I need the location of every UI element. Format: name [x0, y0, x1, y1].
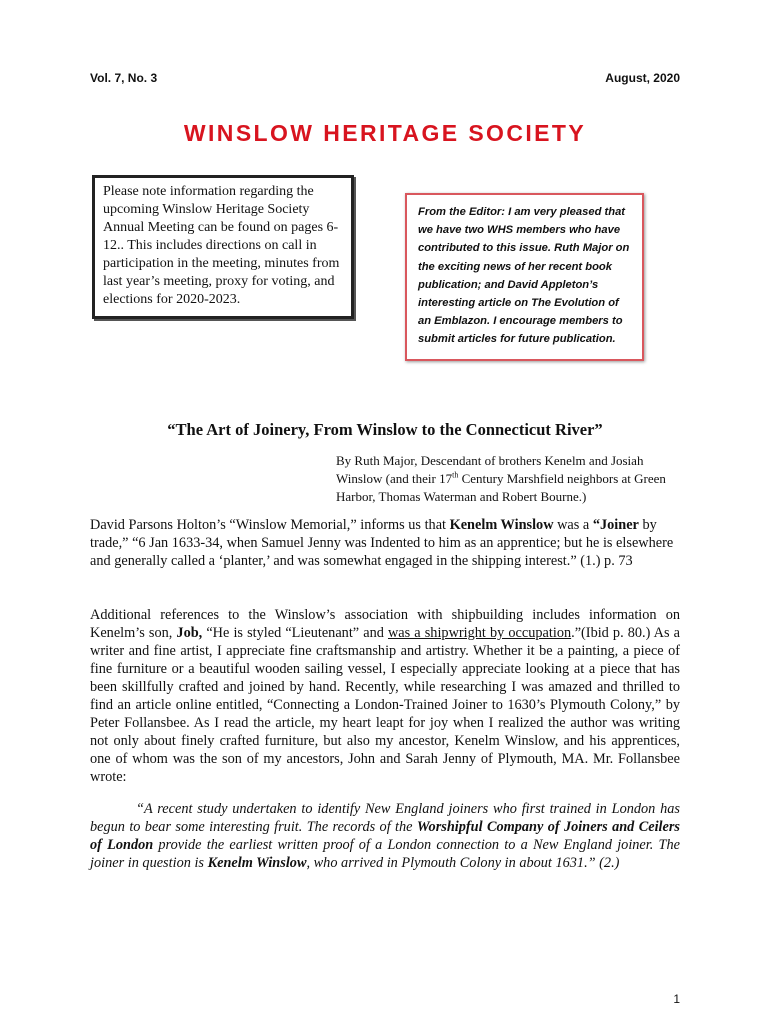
quote-text-c: provide the earliest written proof of a London connection to a New England joiner. The joiner in question is — [90, 837, 680, 871]
meeting-notice-box: Please note information regarding the upcoming Winslow Heritage Society Annual Meeting can be found on pages 6-12.. This includes directions on call in participation in the meeting, minutes from last year’s meeting, proxy for voting, and elections for 2020-2023. — [92, 175, 354, 319]
p2-text-c: “He is styled “Lieutenant” and — [202, 625, 388, 641]
p1-text-a: David Parsons Holton’s “Winslow Memorial,” informs us that — [90, 517, 450, 533]
byline-text-b: Century Marshfield neighbors at Green Harbor, Thomas Waterman and Robert Bourne.) — [336, 471, 666, 504]
editor-note-box: From the Editor: I am very pleased that we have two WHS members who have contributed to this issue. Ruth Major on the exciting news of her recent book publication; and David Appleton’s interesting article on The Evolution of an Emblazon. I encourage members to submit articles for future publication. — [405, 193, 644, 361]
p1-text-c: was a — [553, 517, 593, 533]
paragraph-holton — [90, 516, 680, 570]
article-title: “The Art of Joinery, From Winslow to the Connecticut River” — [167, 420, 603, 439]
byline-superscript: th — [452, 470, 459, 480]
p2-bold-job: Job, — [176, 625, 203, 641]
quote-bold-kenelm: Kenelm Winslow — [207, 855, 307, 871]
page-number: 1 — [673, 992, 680, 1006]
quote-text-a: “A recent study undertaken to identify New England joiners who first trained in London has begun to bear some interesting fruit. The records of the — [90, 801, 680, 835]
follansbee-quote — [90, 800, 680, 872]
paragraph-additional-references — [90, 606, 680, 786]
p2-text-e: .”(Ibid p. 80.) As a writer and fine artist, I appreciate fine craftsmanship and artistry. Whether it be a painting, a piece of fine furniture or a beautiful wooden sailing vessel, I especially appreciate looking at a piece that has been skillfully crafted and joined by hand. Recently, while researching I was amazed and thrilled to find an article online entitled, “Connecting a London-Trained Joiner to 1630’s Plymouth Colony,” by Peter Follansbee. As I read the article, my heart leapt for joy when I realized the author was writing not only about finely crafted furniture, but also my ancestor, Kenelm Winslow, and his apprentices, one of whom was the son of my ancestors, John and Sarah Jenny of Plymouth, MA. Mr. Follansbee wrote: — [90, 625, 681, 785]
p2-underline-shipwright: was a shipwright by occupation — [387, 625, 572, 641]
issue-date: August, 2020 — [605, 71, 680, 85]
p1-text-e: by trade,” “6 Jan 1633-34, when Samuel Jenny was Indented to him as an apprentice; but he is elsewhere and generally called a ‘planter,’ and was somewhat engaged in the shipping interest.” (1.) p. 73 — [90, 517, 674, 569]
newsletter-title: WINSLOW HERITAGE SOCIETY — [183, 120, 587, 146]
quote-bold-company: Worshipful Company of Joiners and Ceilers of London — [90, 819, 680, 853]
p2-text-a: Additional references to the Winslow’s association with shipbuilding includes information on Kenelm’s son, — [90, 607, 680, 641]
p1-bold-joiner: “Joiner — [592, 517, 639, 533]
p1-bold-kenelm: Kenelm Winslow — [449, 517, 554, 533]
quote-text-e: , who arrived in Plymouth Colony in about 1631.” (2.) — [306, 855, 620, 871]
volume-number: Vol. 7, No. 3 — [90, 71, 158, 85]
byline-text-a: By Ruth Major, Descendant of brothers Kenelm and Josiah Winslow (and their 17 — [336, 453, 644, 486]
article-byline — [336, 452, 676, 506]
